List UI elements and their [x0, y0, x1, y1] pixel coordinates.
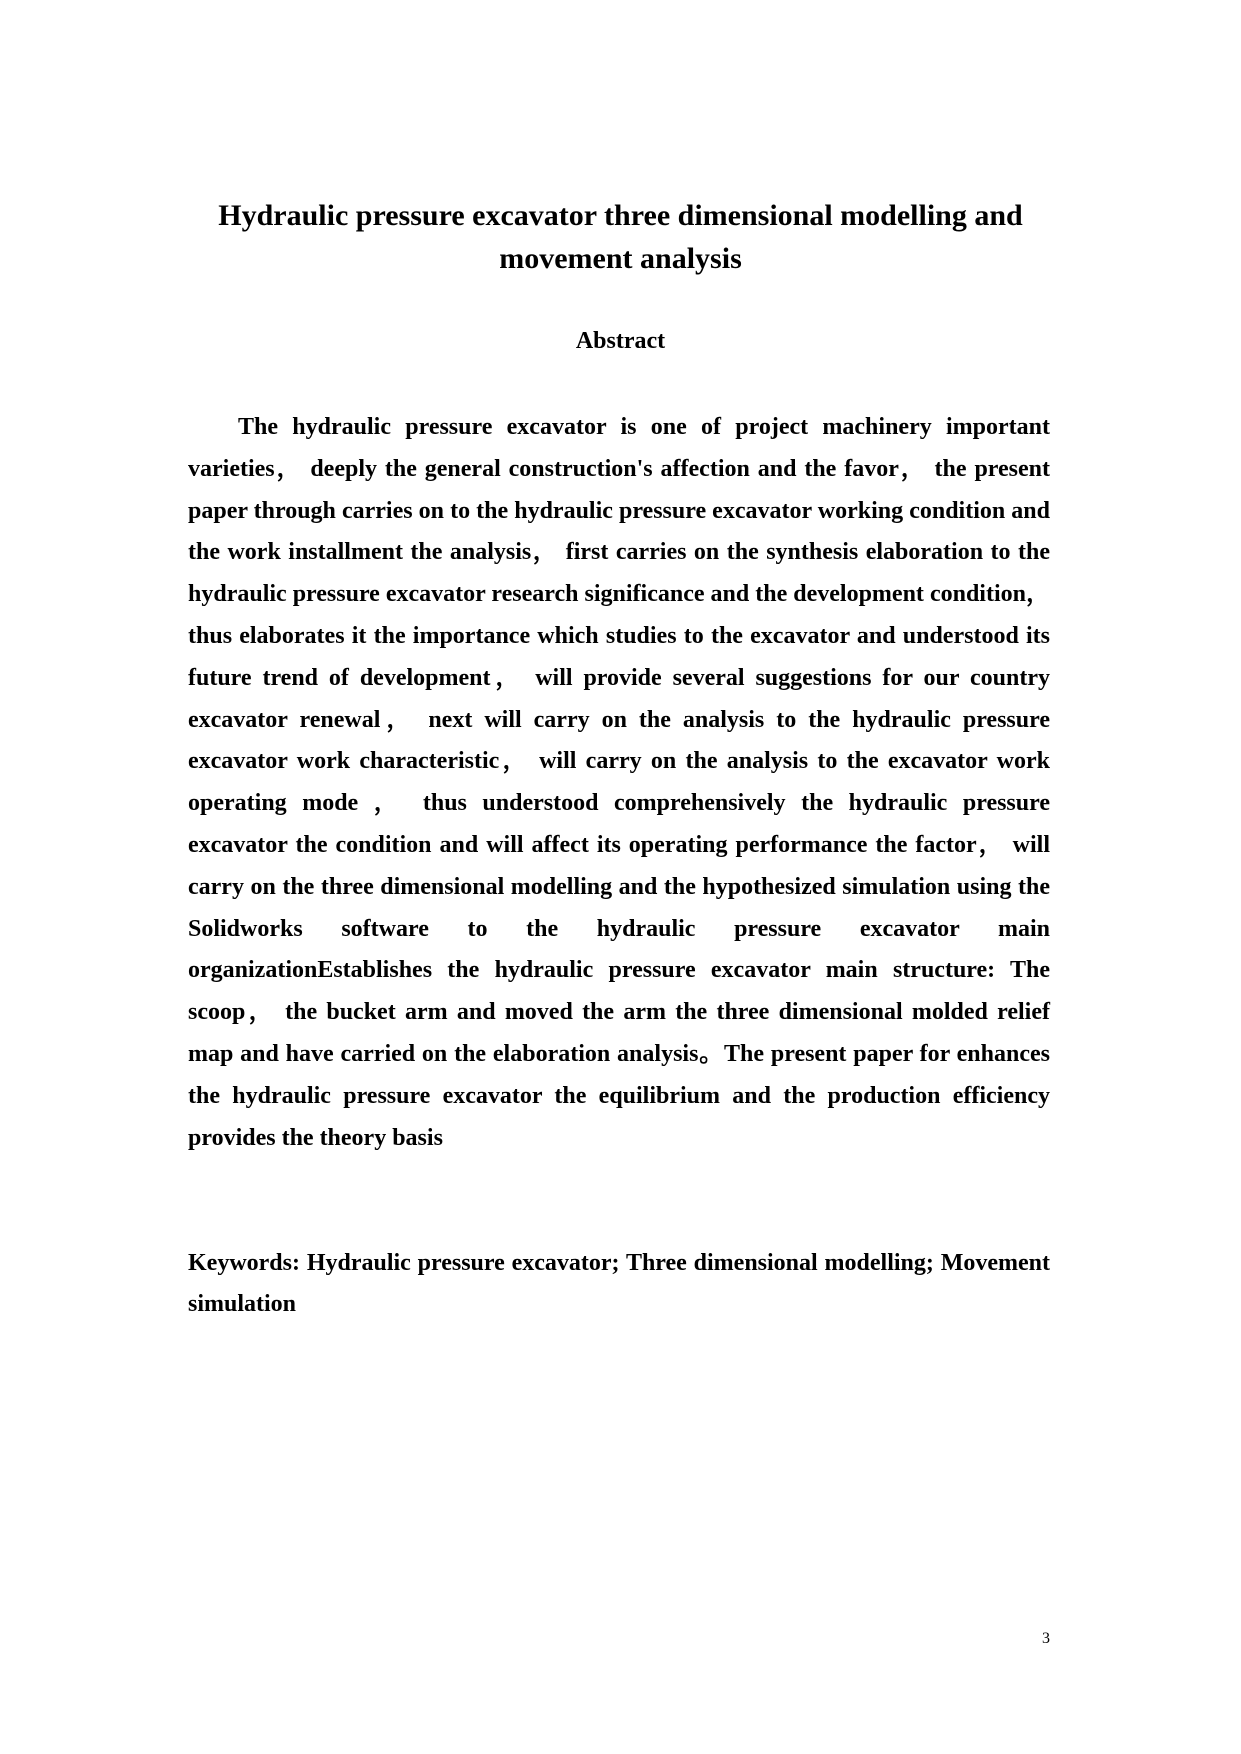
abstract-heading: Abstract — [575, 328, 666, 354]
keywords-line: Keywords: Hydraulic pressure excavator; Three dimensional modelling; Movement simulation — [188, 1250, 1050, 1317]
paper-title-line-1: Hydraulic pressure excavator three dimensional modelling and — [218, 199, 1023, 232]
paper-title-line-2: movement analysis — [499, 242, 742, 275]
abstract-paragraph: The hydraulic pressure excavator is one of project machinery important varieties， deeply the general construction's affection and the favor， the present paper through carries on to the hydraulic pressure excavator working condition and the work installment the analysis， first carries on the synthesis elaboration to the hydraulic pressure excavator research significance and the development condition， thus elaborates it the importance which studies to the excavator and understood its future trend of development， will provide several suggestions for our country excavator renewal， next will carry on the analysis to the hydraulic pressure excavator work characteristic， will carry on the analysis to the excavator work operating mode ， thus understood comprehensively the hydraulic pressure excavator the condition and will affect its operating performance the factor， will carry on the three dimensional modelling and the hypothesized simulation using the Solidworks software to the hydraulic pressure excavator main organizationEstablishes the hydraulic pressure excavator main structure: The scoop， the bucket arm and moved the arm the three dimensional molded relief map and have carried on the elaboration analysis。The present paper for enhances the hydraulic pressure excavator the equilibrium and the production efficiency provides the theory basis — [188, 414, 1050, 1151]
paper-title — [150, 194, 1091, 280]
page-number: 3 — [1042, 1630, 1050, 1647]
